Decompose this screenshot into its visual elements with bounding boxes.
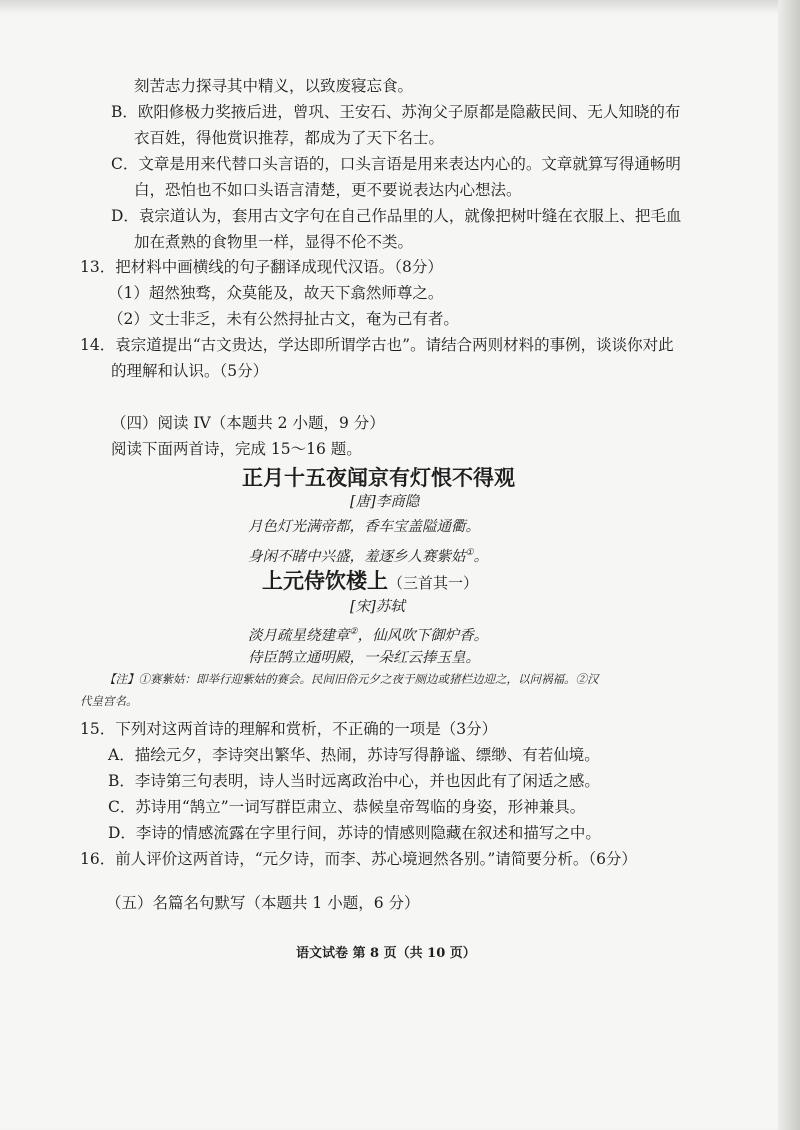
q15-option-c: C．苏诗用“鹄立”一词写群臣肃立、恭候皇帝驾临的身姿，形神兼具。 (108, 798, 586, 816)
poem-2-title (262, 568, 478, 596)
q15-stem: 15．下列对这两首诗的理解和赏析，不正确的一项是（3分） (80, 720, 498, 738)
poem-1-title: 正月十五夜闻京有灯恨不得观 (242, 466, 515, 490)
footnote-marker-2: ② (349, 627, 358, 637)
q12-option-b: B．欧阳修极力奖掖后进，曾巩、王安石、苏洵父子原都是隐蔽民间、无人知晓的布 (111, 103, 681, 121)
poem-1-line-2-end: 。 (473, 548, 489, 565)
annotation-line-2: 代皇宫名。 (80, 694, 138, 708)
q15-option-a: A．描绘元夕，李诗突出繁华、热闹，苏诗写得静谧、缥缈、有若仙境。 (108, 746, 600, 764)
footnote-marker-1: ① (465, 548, 474, 558)
poem-1-line-1: 月色灯光满帝都，香车宝盖隘通衢。 (248, 519, 480, 535)
q12-option-d: D．袁宗道认为，套用古文字句在自己作品里的人，就像把树叶缝在衣服上、把毛血 (111, 207, 682, 225)
q13-stem: 13．把材料中画横线的句子翻译成现代汉语。（8分） (80, 258, 443, 276)
q12-option-a-continuation: 刻苦志力探寻其中精义，以致废寝忘食。 (134, 77, 414, 95)
scan-edge-top (0, 0, 800, 14)
q12-option-c: C．文章是用来代替口头言语的，口头言语是用来表达内心的。文章就算写得通畅明 (111, 155, 681, 173)
section-5-heading: （五）名篇名句默写（本题共 1 小题，6 分） (106, 894, 420, 912)
scan-edge-right (778, 0, 800, 1130)
q15-option-d: D．李诗的情感流露在字里行间，苏诗的情感则隐藏在叙述和描写之中。 (108, 824, 601, 842)
section-4-heading: （四）阅读 IV（本题共 2 小题，9 分） (111, 414, 385, 432)
section-4-instruction: 阅读下面两首诗，完成 15～16 题。 (111, 440, 362, 458)
poem-1-line-2-text: 身闲不睹中兴盛，羞逐乡人赛紫姑 (248, 548, 466, 565)
annotation-line-1: 【注】①赛紫姑：即举行迎紫姑的赛会。民间旧俗元夕之夜于厕边或猪栏边迎之，以问祸福。②汉 (104, 672, 599, 686)
q14-stem: 14．袁宗道提出“古文贵达，学达即所谓学古也”。请结合两则材料的事例，谈谈你对此 (80, 336, 674, 354)
poem-2-line-1-end: ，仙风吹下御炉香。 (357, 627, 489, 644)
poem-1-author: [唐]李商隐 (350, 494, 420, 510)
poem-2-title-text: 上元侍饮楼上 (262, 569, 388, 593)
poem-2-subtitle: （三首其一） (388, 574, 479, 592)
page-footer: 语文试卷 第 8 页（共 10 页） (296, 946, 476, 961)
q13-item-1: （1）超然独骛，众莫能及，故天下翕然师尊之。 (108, 284, 444, 302)
poem-2-author: [宋]苏轼 (350, 599, 405, 615)
q12-option-c-continuation: 白，恐怕也不如口头语言清楚，更不要说表达内心想法。 (134, 181, 522, 199)
q12-option-b-continuation: 衣百姓，得他赏识推荐，都成为了天下名士。 (134, 129, 445, 147)
q16-stem: 16．前人评价这两首诗，“元夕诗，而李、苏心境迥然各别。”请简要分析。（6分） (80, 850, 637, 868)
poem-1-line-2 (248, 543, 488, 567)
q15-option-b: B．李诗第三句表明，诗人当时远离政治中心，并也因此有了闲适之感。 (108, 772, 600, 790)
poem-2-line-2: 侍臣鹄立通明殿，一朵红云捧玉皇。 (248, 650, 480, 666)
q14-stem-continuation: 的理解和认识。（5分） (111, 362, 269, 380)
poem-2-line-1 (248, 622, 488, 646)
q13-item-2: （2）文士非乏，未有公然挦扯古文，奄为己有者。 (108, 310, 459, 328)
poem-2-line-1-text: 淡月疏星绕建章 (248, 627, 350, 644)
q12-option-d-continuation: 加在煮熟的食物里一样，显得不伦不类。 (134, 233, 414, 251)
